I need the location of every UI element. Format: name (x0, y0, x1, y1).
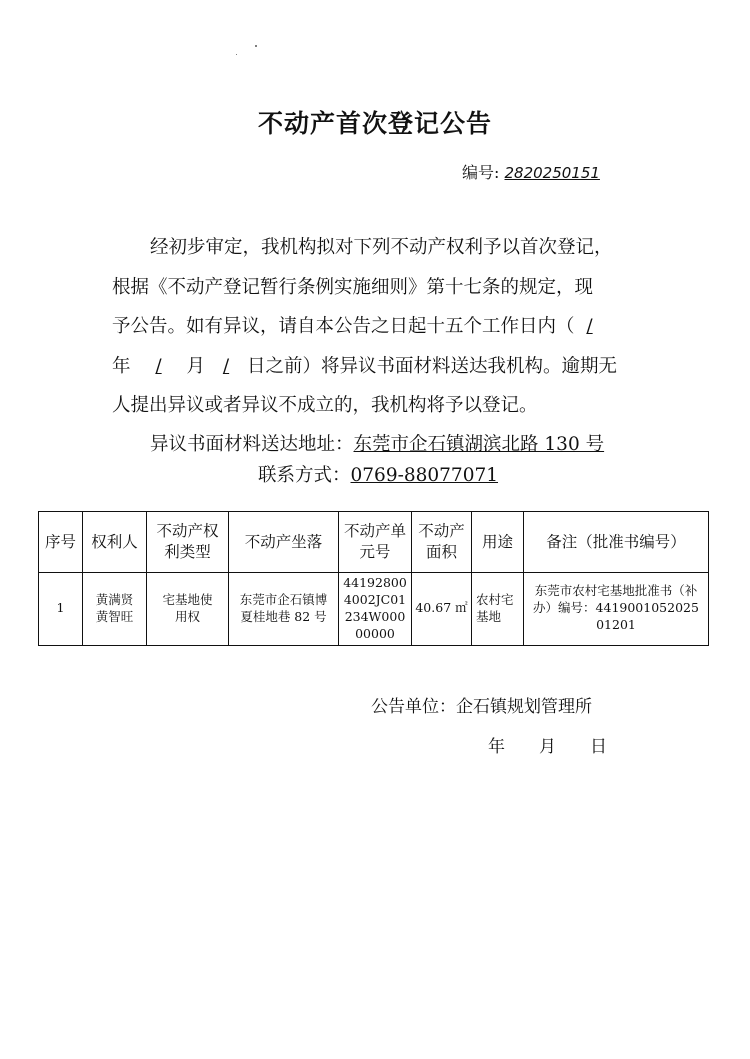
header-cell: 序号 (39, 512, 83, 573)
header-cell: 权利人 (83, 512, 147, 573)
body-line-3 (112, 318, 605, 337)
cell-location: 东莞市企石镇博夏桂地巷 82 号 (229, 573, 339, 646)
table-header-row (39, 512, 709, 573)
body-line-3-text: 予公告。如有异议，请自本公告之日起十五个工作日内（ (112, 316, 575, 337)
year-label: 年 (112, 356, 131, 377)
cell-no: 1 (39, 573, 83, 646)
contact-value: 0769-88077071 (350, 465, 499, 486)
page-title: 不动产首次登记公告 (257, 109, 492, 138)
address-value: 东莞市企石镇湖滨北路 130 号 (353, 434, 605, 455)
body-line-5: 人提出异议或者异议不成立的，我机构将予以登记。 (112, 395, 538, 416)
month-blank: / (222, 356, 230, 377)
cell-area: 40.67 ㎡ (412, 573, 472, 646)
body-line-2: 根据《不动产登记暂行条例实施细则》第十七条的规定，现 (112, 277, 594, 298)
address-line (150, 436, 604, 455)
registration-table (38, 511, 709, 646)
header-cell: 不动产权利类型 (147, 512, 229, 573)
header-cell: 备注（批准书编号） (524, 512, 709, 573)
cell-right-type: 宅基地使用权 (147, 573, 229, 646)
body-line-1: 经初步审定，我机构拟对下列不动产权利予以首次登记， (150, 237, 613, 258)
header-cell: 用途 (472, 512, 524, 573)
cell-owner: 黄满贤 黄智旺 (83, 573, 147, 646)
issue-date: 年 月 日 (488, 737, 607, 757)
header-cell: 不动产坐落 (229, 512, 339, 573)
month-label: 月 (186, 356, 206, 377)
issuer: 公告单位：企石镇规划管理所 (371, 697, 592, 717)
cell-unit-no: 441928004002JC01234W00000000 (339, 573, 412, 646)
reference-label: 编号: (462, 163, 500, 182)
header-cell: 不动产面积 (412, 512, 472, 573)
reference-value: 2820250151 (504, 164, 600, 182)
year-blank: / (155, 356, 162, 377)
header-cell: 不动产单元号 (339, 512, 412, 573)
contact-line (258, 467, 532, 486)
cell-remark: 东莞市农村宅基地批准书（补办）编号：441900105202501201 (524, 573, 709, 646)
body-line-4-text: 日之前）将异议书面材料送达我机构。逾期无 (247, 356, 618, 377)
contact-label: 联系方式： (258, 465, 351, 486)
announcement-body (0, 0, 750, 500)
deadline-blank-day-start: / (586, 316, 593, 337)
address-label: 异议书面材料送达地址： (150, 434, 354, 455)
cell-use: 农村宅基地 (472, 573, 524, 646)
table-row (39, 573, 709, 646)
body-line-4 (112, 358, 617, 377)
